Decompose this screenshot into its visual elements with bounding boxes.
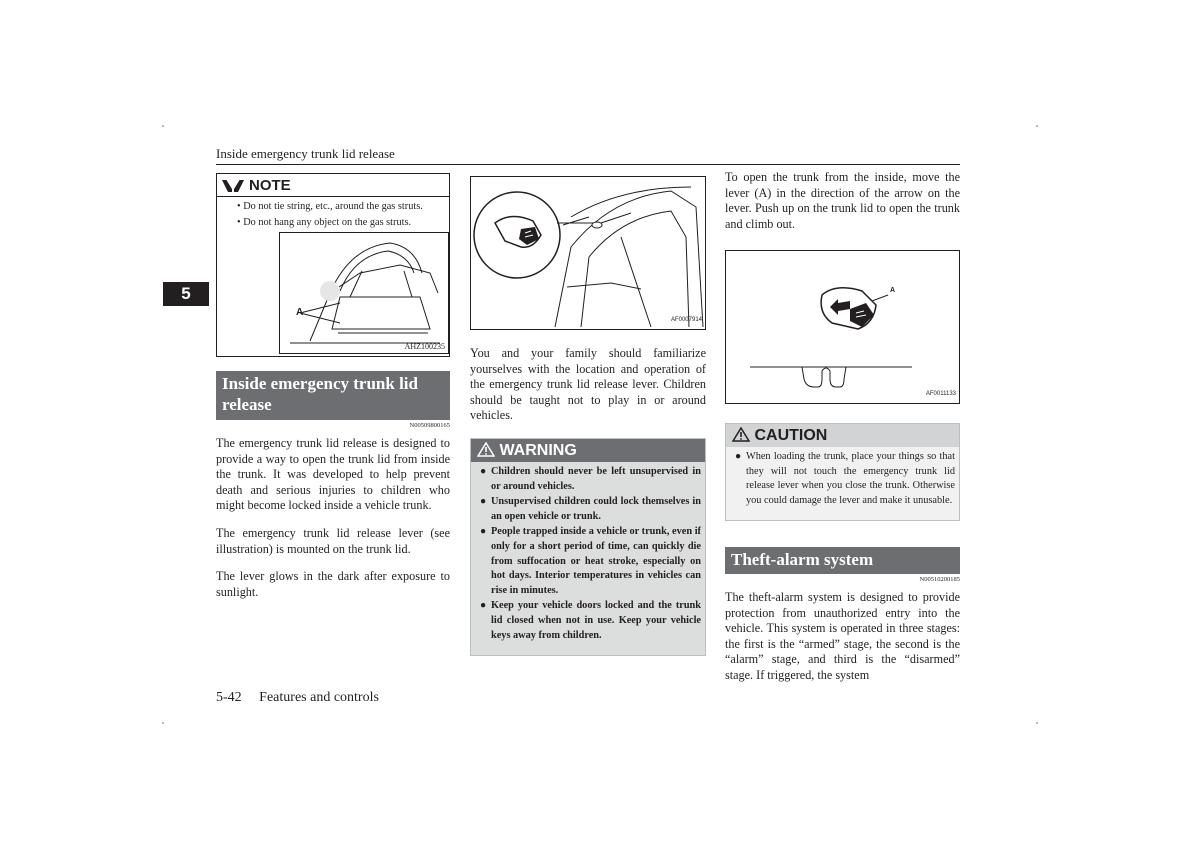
note-list <box>217 197 449 231</box>
section-code: N00510200185 <box>919 576 960 583</box>
section-heading: Inside emergency trunk lid release <box>216 371 450 420</box>
section-heading: Theft-alarm system <box>725 547 960 574</box>
note-item: • Do not tie string, etc., around the gas struts. <box>237 201 423 212</box>
footer-section: Features and controls <box>259 690 379 705</box>
warning-list <box>471 462 705 643</box>
trunk-lever-illustration <box>470 176 706 330</box>
body-paragraph: The emergency trunk lid release lever (see illustration) is mounted on the trunk lid. <box>216 525 450 556</box>
caution-box <box>725 423 960 521</box>
figure-code: AF0011133 <box>925 391 956 397</box>
crop-mark <box>162 722 164 724</box>
warning-box <box>470 438 706 656</box>
body-paragraph: To open the trunk from the inside, move the lever (A) in the direction of the arrow on the lever. Push up on the trunk lid to open the trunk and climb out. <box>725 170 960 231</box>
caution-label: CAUTION <box>754 427 828 444</box>
warning-header <box>471 439 705 462</box>
figure-code: AF0007914 <box>670 317 702 323</box>
note-item: • Do not hang any object on the gas struts. <box>237 217 412 228</box>
warning-item: ● Children should never be left unsupervised in or around vehicles. <box>480 466 701 492</box>
warning-item: ● People trapped inside a vehicle or trunk, even if only for a short period of time, can quickly die from suffocation or heat stroke, especially on hot days. Interior temperatures in vehicles can rise in minutes. <box>480 526 701 596</box>
caution-header <box>726 424 959 447</box>
running-header: Inside emergency trunk lid release <box>216 146 395 161</box>
warning-item: ● Unsupervised children could lock themselves in an open vehicle or trunk. <box>480 496 701 522</box>
trunk-open-drawing <box>280 233 448 353</box>
caution-triangle-icon <box>732 427 750 442</box>
section1-body <box>216 436 450 600</box>
note-header <box>217 174 449 197</box>
gas-strut-illustration <box>279 232 449 354</box>
crop-mark <box>1036 722 1038 724</box>
caution-list <box>726 447 959 508</box>
lever-direction-drawing <box>726 251 959 403</box>
crop-mark <box>162 125 164 127</box>
warning-label: WARNING <box>499 442 577 459</box>
page-footer <box>216 690 379 706</box>
trunk-lever-drawing <box>471 177 705 329</box>
header-rule <box>216 164 960 165</box>
body-paragraph: The lever glows in the dark after exposure to sunlight. <box>216 569 450 599</box>
note-label: NOTE <box>249 176 291 194</box>
note-hands-icon <box>221 177 245 193</box>
body-paragraph: The theft-alarm system is designed to provide protection from unauthorized entry into the vehicle. This system is operated in three stages: the first is the “armed” stage, the second is the “alarm” stage, and third is the “disarmed” stage. If triggered, the system <box>725 590 960 682</box>
caution-item: ● When loading the trunk, place your things so that they will not touch the emergency trunk lid release lever when you close the trunk. Otherwise you could damage the lever and make it unusable. <box>735 451 955 506</box>
page-number: 5-42 <box>216 690 242 705</box>
lever-direction-illustration <box>725 250 960 404</box>
figure-code: AHZ100235 <box>404 342 445 351</box>
section-code: N00509800165 <box>409 422 450 429</box>
figure-callout-a: A <box>296 307 304 318</box>
body-paragraph: The emergency trunk lid release is designed to provide a way to open the trunk lid from inside the trunk. It was developed to help prevent death and serious injuries to children who might become locked inside a vehicle trunk. <box>216 436 450 513</box>
warning-triangle-icon <box>477 442 495 457</box>
crop-mark <box>1036 125 1038 127</box>
body-paragraph: You and your family should familiarize yourselves with the location and operation of the emergency trunk lid release lever. Children should be taught not to play in or around vehicles. <box>470 346 706 423</box>
chapter-tab: 5 <box>163 282 209 306</box>
warning-item: ● Keep your vehicle doors locked and the trunk lid closed when not in use. Keep your vehicle keys away from children. <box>480 600 701 641</box>
figure-callout-a: A <box>890 287 896 294</box>
